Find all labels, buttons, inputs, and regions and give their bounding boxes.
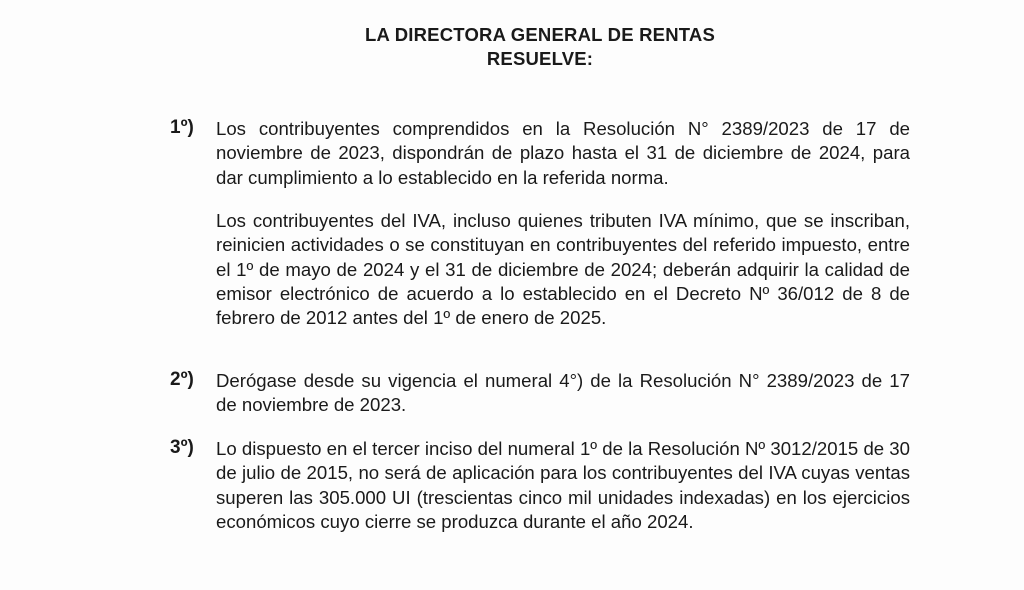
item-1-paragraph-2: Los contribuyentes del IVA, incluso quienes tributen IVA mínimo, que se inscriban, reinicien actividades o se constituyan en contribuyentes del referido impuesto, entre el 1º de mayo de 2024 y el 31 de diciembre de 2024; deberán adquirir la calidad de emisor electrónico de acuerdo a lo establecido en el Decreto Nº 36/012 de 8 de febrero de 2012 antes del 1º de enero de 2025. xyxy=(216,210,910,329)
item-number-2: 2º) xyxy=(170,369,194,390)
item-number-3: 3º) xyxy=(170,437,194,458)
item-1-paragraph-1: Los contribuyentes comprendidos en la Resolución N° 2389/2023 de 17 de noviembre de 2023, dispondrán de plazo hasta el 31 de diciembre de 2024, para dar cumplimiento a lo establecido en la referida norma. xyxy=(216,118,910,188)
document-subheading: RESUELVE: xyxy=(486,48,594,69)
item-2-paragraph-1: Derógase desde su vigencia el numeral 4°) de la Resolución N° 2389/2023 de 17 de noviembre de 2023. xyxy=(216,370,910,416)
item-number-1: 1º) xyxy=(170,117,194,138)
item-3-paragraph-1: Lo dispuesto en el tercer inciso del numeral 1º de la Resolución Nº 3012/2015 de 30 de julio de 2015, no será de aplicación para los contribuyentes del IVA cuyas ventas superen las 305.000 UI (trescientas cinco mil unidades indexadas) en los ejercicios económicos cuyo cierre se produzca durante el año 2024. xyxy=(216,438,910,532)
document-heading: LA DIRECTORA GENERAL DE RENTAS xyxy=(365,24,715,45)
